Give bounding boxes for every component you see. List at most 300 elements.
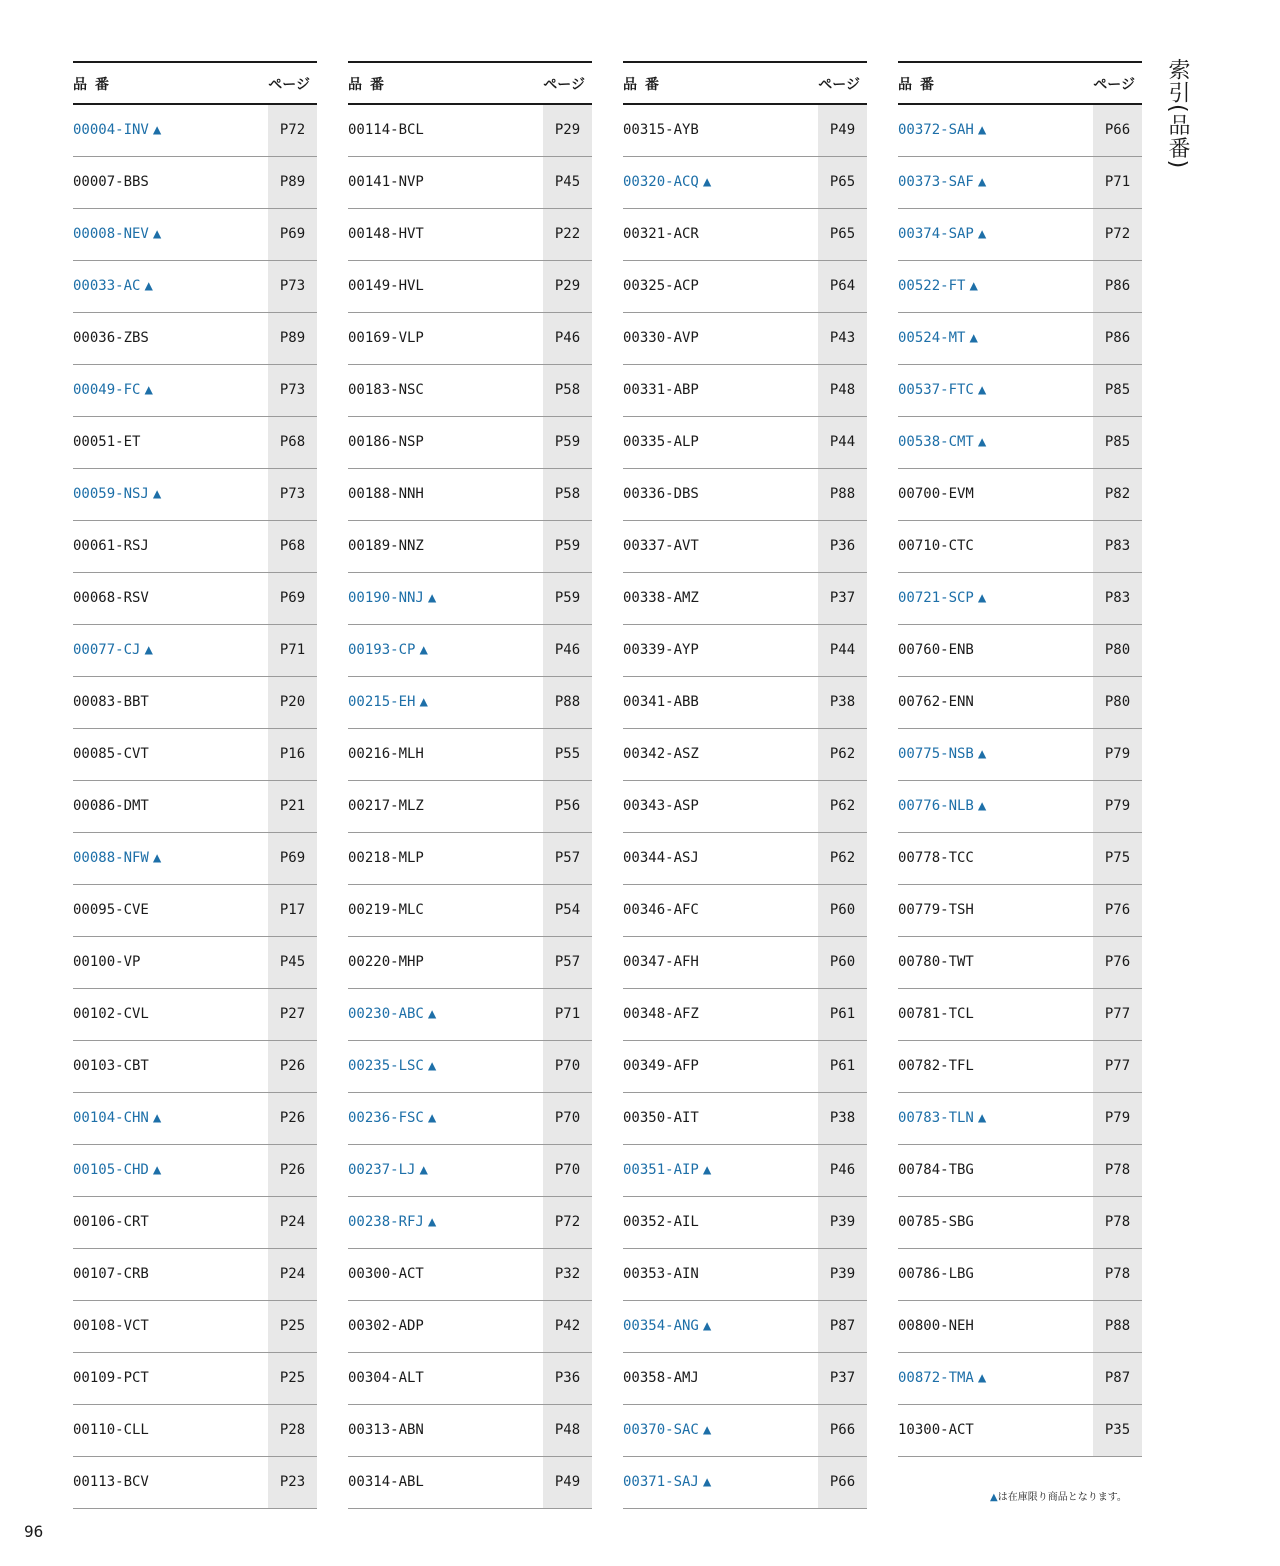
item-code: 00004-INV ▲ xyxy=(73,122,162,138)
table-row xyxy=(623,1301,867,1353)
table-row xyxy=(348,469,592,521)
column-header xyxy=(898,61,1142,105)
item-code: 00342-ASZ xyxy=(623,746,699,762)
page-ref: P68 xyxy=(268,521,317,572)
table-row xyxy=(623,1353,867,1405)
item-code: 00779-TSH xyxy=(898,902,974,918)
table-row xyxy=(898,833,1142,885)
item-code: 00338-AMZ xyxy=(623,590,699,606)
item-code: 00335-ALP xyxy=(623,434,699,450)
page-ref: P79 xyxy=(1093,781,1142,832)
item-code: 00786-LBG xyxy=(898,1266,974,1282)
table-row xyxy=(348,365,592,417)
table-row xyxy=(898,313,1142,365)
table-row xyxy=(73,521,317,573)
table-row xyxy=(898,729,1142,781)
table-row xyxy=(348,157,592,209)
table-row xyxy=(348,521,592,573)
index-column-3 xyxy=(623,61,867,1509)
table-row xyxy=(348,1197,592,1249)
table-row xyxy=(623,625,867,677)
item-code: 00341-ABB xyxy=(623,694,699,710)
triangle-icon: ▲ xyxy=(427,1110,437,1126)
table-row xyxy=(73,625,317,677)
table-row xyxy=(348,885,592,937)
item-code: 00105-CHD ▲ xyxy=(73,1162,162,1178)
page-ref: P21 xyxy=(268,781,317,832)
column-header xyxy=(623,61,867,105)
index-rows xyxy=(348,105,592,1509)
item-code: 00235-LSC ▲ xyxy=(348,1058,437,1074)
page-ref: P79 xyxy=(1093,729,1142,780)
item-code: 00537-FTC ▲ xyxy=(898,382,987,398)
item-code: 00033-AC ▲ xyxy=(73,278,153,294)
triangle-icon: ▲ xyxy=(152,486,162,502)
item-code: 00372-SAH ▲ xyxy=(898,122,987,138)
table-row xyxy=(348,937,592,989)
page-ref: P25 xyxy=(268,1353,317,1404)
item-code: 00302-ADP xyxy=(348,1318,424,1334)
page-ref: P59 xyxy=(543,521,592,572)
triangle-icon: ▲ xyxy=(427,1006,437,1022)
page-ref: P39 xyxy=(818,1197,867,1248)
table-row xyxy=(348,1093,592,1145)
table-row xyxy=(73,573,317,625)
page-ref: P77 xyxy=(1093,989,1142,1040)
page-ref: P60 xyxy=(818,937,867,988)
table-row xyxy=(348,1145,592,1197)
page-ref: P85 xyxy=(1093,365,1142,416)
page-header: ページ xyxy=(268,77,310,93)
table-row xyxy=(348,625,592,677)
table-row xyxy=(73,781,317,833)
table-row xyxy=(73,1093,317,1145)
item-code: 00102-CVL xyxy=(73,1006,149,1022)
page-ref: P58 xyxy=(543,469,592,520)
item-code: 00149-HVL xyxy=(348,278,424,294)
page-ref: P45 xyxy=(543,157,592,208)
item-code: 00350-AIT xyxy=(623,1110,699,1126)
page-ref: P39 xyxy=(818,1249,867,1300)
item-code: 00336-DBS xyxy=(623,486,699,502)
code-header: 品番 xyxy=(348,77,392,93)
item-code: 00337-AVT xyxy=(623,538,699,554)
page-ref: P78 xyxy=(1093,1197,1142,1248)
page-ref: P72 xyxy=(1093,209,1142,260)
page-ref: P26 xyxy=(268,1041,317,1092)
item-code: 00721-SCP ▲ xyxy=(898,590,987,606)
code-header: 品番 xyxy=(73,77,117,93)
page-ref: P71 xyxy=(268,625,317,676)
item-code: 00315-AYB xyxy=(623,122,699,138)
page-ref: P48 xyxy=(543,1405,592,1456)
item-code: 00216-MLH xyxy=(348,746,424,762)
triangle-icon: ▲ xyxy=(977,590,987,606)
table-row xyxy=(623,1145,867,1197)
page-ref: P73 xyxy=(268,261,317,312)
table-row xyxy=(898,1041,1142,1093)
page-ref: P55 xyxy=(543,729,592,780)
item-code: 00353-AIN xyxy=(623,1266,699,1282)
triangle-icon: ▲ xyxy=(427,590,437,606)
triangle-icon: ▲ xyxy=(144,382,153,398)
page-ref: P60 xyxy=(818,885,867,936)
page-ref: P23 xyxy=(268,1457,317,1508)
table-row xyxy=(623,729,867,781)
table-row xyxy=(348,105,592,157)
item-code: 00193-CP ▲ xyxy=(348,642,428,658)
page-ref: P26 xyxy=(268,1093,317,1144)
triangle-icon: ▲ xyxy=(427,1058,437,1074)
table-row xyxy=(898,937,1142,989)
table-row xyxy=(898,521,1142,573)
index-rows xyxy=(623,105,867,1509)
table-row xyxy=(348,781,592,833)
page-ref: P88 xyxy=(818,469,867,520)
triangle-icon: ▲ xyxy=(152,1162,162,1178)
table-row xyxy=(73,1041,317,1093)
item-code: 00109-PCT xyxy=(73,1370,149,1386)
table-row xyxy=(348,1249,592,1301)
item-code: 00352-AIL xyxy=(623,1214,699,1230)
item-code: 00086-DMT xyxy=(73,798,149,814)
triangle-icon: ▲ xyxy=(702,1422,712,1438)
item-code: 00068-RSV xyxy=(73,590,149,606)
page-ref: P72 xyxy=(543,1197,592,1248)
item-code: 00300-ACT xyxy=(348,1266,424,1282)
table-row xyxy=(623,105,867,157)
item-code: 00220-MHP xyxy=(348,954,424,970)
item-code: 00219-MLC xyxy=(348,902,424,918)
item-code: 00095-CVE xyxy=(73,902,149,918)
triangle-icon: ▲ xyxy=(152,850,162,866)
code-header: 品番 xyxy=(898,77,942,93)
item-code: 00237-LJ ▲ xyxy=(348,1162,428,1178)
item-code: 00524-MT ▲ xyxy=(898,330,978,346)
page-ref: P80 xyxy=(1093,677,1142,728)
table-row xyxy=(348,313,592,365)
page-ref: P77 xyxy=(1093,1041,1142,1092)
triangle-icon: ▲ xyxy=(152,1110,162,1126)
table-row xyxy=(623,573,867,625)
triangle-icon: ▲ xyxy=(990,1492,998,1503)
page-ref: P66 xyxy=(1093,105,1142,156)
table-row xyxy=(73,1249,317,1301)
table-row xyxy=(623,677,867,729)
table-row xyxy=(898,469,1142,521)
item-code: 00760-ENB xyxy=(898,642,974,658)
item-code: 00522-FT ▲ xyxy=(898,278,978,294)
item-code: 00784-TBG xyxy=(898,1162,974,1178)
table-row xyxy=(73,677,317,729)
table-row xyxy=(623,1405,867,1457)
table-row xyxy=(73,261,317,313)
triangle-icon: ▲ xyxy=(969,278,978,294)
page-ref: P76 xyxy=(1093,937,1142,988)
item-code: 00190-NNJ ▲ xyxy=(348,590,437,606)
item-code: 00036-ZBS xyxy=(73,330,149,346)
page-ref: P57 xyxy=(543,937,592,988)
page-ref: P24 xyxy=(268,1249,317,1300)
table-row xyxy=(898,1197,1142,1249)
page-ref: P20 xyxy=(268,677,317,728)
triangle-icon: ▲ xyxy=(144,278,153,294)
table-row xyxy=(898,781,1142,833)
page-ref: P70 xyxy=(543,1093,592,1144)
page-ref: P46 xyxy=(818,1145,867,1196)
page-ref: P75 xyxy=(1093,833,1142,884)
table-row xyxy=(623,157,867,209)
item-code: 10300-ACT xyxy=(898,1422,974,1438)
table-row xyxy=(898,105,1142,157)
table-row xyxy=(898,1353,1142,1405)
page-ref: P78 xyxy=(1093,1249,1142,1300)
table-row xyxy=(623,1197,867,1249)
table-row xyxy=(73,365,317,417)
triangle-icon: ▲ xyxy=(977,382,987,398)
page-ref: P86 xyxy=(1093,313,1142,364)
table-row xyxy=(73,105,317,157)
item-code: 00059-NSJ ▲ xyxy=(73,486,162,502)
triangle-icon: ▲ xyxy=(702,1474,712,1490)
footnote xyxy=(990,1488,1127,1503)
index-column-4 xyxy=(898,61,1142,1457)
triangle-icon: ▲ xyxy=(969,330,978,346)
page-ref: P61 xyxy=(818,989,867,1040)
item-code: 00141-NVP xyxy=(348,174,424,190)
item-code: 00077-CJ ▲ xyxy=(73,642,153,658)
page-header: ページ xyxy=(818,77,860,93)
item-code: 00347-AFH xyxy=(623,954,699,970)
triangle-icon: ▲ xyxy=(427,1214,437,1230)
page-ref: P82 xyxy=(1093,469,1142,520)
page-ref: P87 xyxy=(818,1301,867,1352)
item-code: 00106-CRT xyxy=(73,1214,149,1230)
table-row xyxy=(898,261,1142,313)
page-ref: P44 xyxy=(818,417,867,468)
item-code: 00710-CTC xyxy=(898,538,974,554)
triangle-icon: ▲ xyxy=(977,798,987,814)
table-row xyxy=(623,781,867,833)
table-row xyxy=(73,209,317,261)
page-ref: P26 xyxy=(268,1145,317,1196)
table-row xyxy=(623,469,867,521)
column-header xyxy=(73,61,317,105)
item-code: 00238-RFJ ▲ xyxy=(348,1214,437,1230)
page-ref: P17 xyxy=(268,885,317,936)
index-column-1 xyxy=(73,61,317,1509)
page-ref: P59 xyxy=(543,417,592,468)
table-row xyxy=(898,1405,1142,1457)
page-ref: P70 xyxy=(543,1145,592,1196)
table-row xyxy=(348,677,592,729)
item-code: 00104-CHN ▲ xyxy=(73,1110,162,1126)
table-row xyxy=(348,833,592,885)
item-code: 00354-ANG ▲ xyxy=(623,1318,712,1334)
page-ref: P45 xyxy=(268,937,317,988)
page-ref: P69 xyxy=(268,833,317,884)
triangle-icon: ▲ xyxy=(977,122,987,138)
page-ref: P62 xyxy=(818,729,867,780)
table-row xyxy=(73,157,317,209)
table-row xyxy=(898,989,1142,1041)
table-row xyxy=(623,261,867,313)
table-row xyxy=(623,1249,867,1301)
item-code: 00008-NEV ▲ xyxy=(73,226,162,242)
item-code: 00872-TMA ▲ xyxy=(898,1370,987,1386)
table-row xyxy=(348,729,592,781)
item-code: 00215-EH ▲ xyxy=(348,694,428,710)
table-row xyxy=(623,833,867,885)
table-row xyxy=(623,521,867,573)
page-ref: P73 xyxy=(268,469,317,520)
item-code: 00103-CBT xyxy=(73,1058,149,1074)
page-ref: P83 xyxy=(1093,573,1142,624)
page-ref: P42 xyxy=(543,1301,592,1352)
page-ref: P85 xyxy=(1093,417,1142,468)
triangle-icon: ▲ xyxy=(977,434,987,450)
table-row xyxy=(348,1457,592,1509)
item-code: 00083-BBT xyxy=(73,694,149,710)
page-number: 96 xyxy=(24,1522,44,1541)
table-row xyxy=(623,417,867,469)
item-code: 00344-ASJ xyxy=(623,850,699,866)
table-row xyxy=(623,885,867,937)
item-code: 00114-BCL xyxy=(348,122,424,138)
page-ref: P38 xyxy=(818,677,867,728)
item-code: 00110-CLL xyxy=(73,1422,149,1438)
item-code: 00339-AYP xyxy=(623,642,699,658)
page-ref: P66 xyxy=(818,1405,867,1456)
item-code: 00320-ACQ ▲ xyxy=(623,174,712,190)
table-row xyxy=(348,1353,592,1405)
item-code: 00783-TLN ▲ xyxy=(898,1110,987,1126)
triangle-icon: ▲ xyxy=(419,642,428,658)
page-ref: P25 xyxy=(268,1301,317,1352)
item-code: 00538-CMT ▲ xyxy=(898,434,987,450)
page-ref: P83 xyxy=(1093,521,1142,572)
page-ref: P87 xyxy=(1093,1353,1142,1404)
item-code: 00088-NFW ▲ xyxy=(73,850,162,866)
item-code: 00782-TFL xyxy=(898,1058,974,1074)
page-ref: P49 xyxy=(818,105,867,156)
page-ref: P59 xyxy=(543,573,592,624)
page-ref: P64 xyxy=(818,261,867,312)
table-row xyxy=(73,417,317,469)
triangle-icon: ▲ xyxy=(702,1162,712,1178)
table-row xyxy=(623,937,867,989)
page-ref: P37 xyxy=(818,1353,867,1404)
item-code: 00230-ABC ▲ xyxy=(348,1006,437,1022)
table-row xyxy=(623,1457,867,1509)
table-row xyxy=(623,1041,867,1093)
page-ref: P57 xyxy=(543,833,592,884)
page-ref: P35 xyxy=(1093,1405,1142,1456)
table-row xyxy=(73,1405,317,1457)
page-ref: P65 xyxy=(818,209,867,260)
table-row xyxy=(348,1301,592,1353)
item-code: 00343-ASP xyxy=(623,798,699,814)
footnote-text: は在庫限り商品となります。 xyxy=(997,1492,1127,1503)
page-ref: P48 xyxy=(818,365,867,416)
page-ref: P27 xyxy=(268,989,317,1040)
table-row xyxy=(623,365,867,417)
item-code: 00785-SBG xyxy=(898,1214,974,1230)
item-code: 00331-ABP xyxy=(623,382,699,398)
page-ref: P36 xyxy=(543,1353,592,1404)
table-row xyxy=(348,417,592,469)
table-row xyxy=(348,1405,592,1457)
page-ref: P62 xyxy=(818,833,867,884)
table-row xyxy=(73,1353,317,1405)
item-code: 00778-TCC xyxy=(898,850,974,866)
table-row xyxy=(898,417,1142,469)
table-row xyxy=(73,313,317,365)
page-ref: P89 xyxy=(268,313,317,364)
page-ref: P66 xyxy=(818,1457,867,1508)
page-ref: P58 xyxy=(543,365,592,416)
table-row xyxy=(348,209,592,261)
table-row xyxy=(898,365,1142,417)
item-code: 00373-SAF ▲ xyxy=(898,174,987,190)
page-ref: P79 xyxy=(1093,1093,1142,1144)
page-ref: P73 xyxy=(268,365,317,416)
item-code: 00049-FC ▲ xyxy=(73,382,153,398)
item-code: 00781-TCL xyxy=(898,1006,974,1022)
table-row xyxy=(898,677,1142,729)
triangle-icon: ▲ xyxy=(702,174,712,190)
item-code: 00061-RSJ xyxy=(73,538,149,554)
item-code: 00169-VLP xyxy=(348,330,424,346)
item-code: 00183-NSC xyxy=(348,382,424,398)
item-code: 00051-ET xyxy=(73,434,141,450)
item-code: 00313-ABN xyxy=(348,1422,424,1438)
item-code: 00007-BBS xyxy=(73,174,149,190)
item-code: 00358-AMJ xyxy=(623,1370,699,1386)
page-ref: P56 xyxy=(543,781,592,832)
code-header: 品番 xyxy=(623,77,667,93)
side-title: 索引(品番) xyxy=(1165,58,1190,170)
table-row xyxy=(73,469,317,521)
page-header: ページ xyxy=(543,77,585,93)
item-code: 00314-ABL xyxy=(348,1474,424,1490)
page-ref: P61 xyxy=(818,1041,867,1092)
page-ref: P29 xyxy=(543,261,592,312)
triangle-icon: ▲ xyxy=(152,226,162,242)
triangle-icon: ▲ xyxy=(977,174,987,190)
page-ref: P54 xyxy=(543,885,592,936)
table-row xyxy=(623,989,867,1041)
page-ref: P86 xyxy=(1093,261,1142,312)
triangle-icon: ▲ xyxy=(419,694,428,710)
item-code: 00108-VCT xyxy=(73,1318,149,1334)
page-ref: P46 xyxy=(543,625,592,676)
page-ref: P16 xyxy=(268,729,317,780)
table-row xyxy=(73,1457,317,1509)
page-ref: P22 xyxy=(543,209,592,260)
item-code: 00325-ACP xyxy=(623,278,699,294)
page-ref: P76 xyxy=(1093,885,1142,936)
page-ref: P29 xyxy=(543,105,592,156)
page-ref: P68 xyxy=(268,417,317,468)
item-code: 00776-NLB ▲ xyxy=(898,798,987,814)
page-ref: P37 xyxy=(818,573,867,624)
table-row xyxy=(898,573,1142,625)
page-ref: P71 xyxy=(1093,157,1142,208)
column-header xyxy=(348,61,592,105)
page-ref: P88 xyxy=(543,677,592,728)
item-code: 00346-AFC xyxy=(623,902,699,918)
